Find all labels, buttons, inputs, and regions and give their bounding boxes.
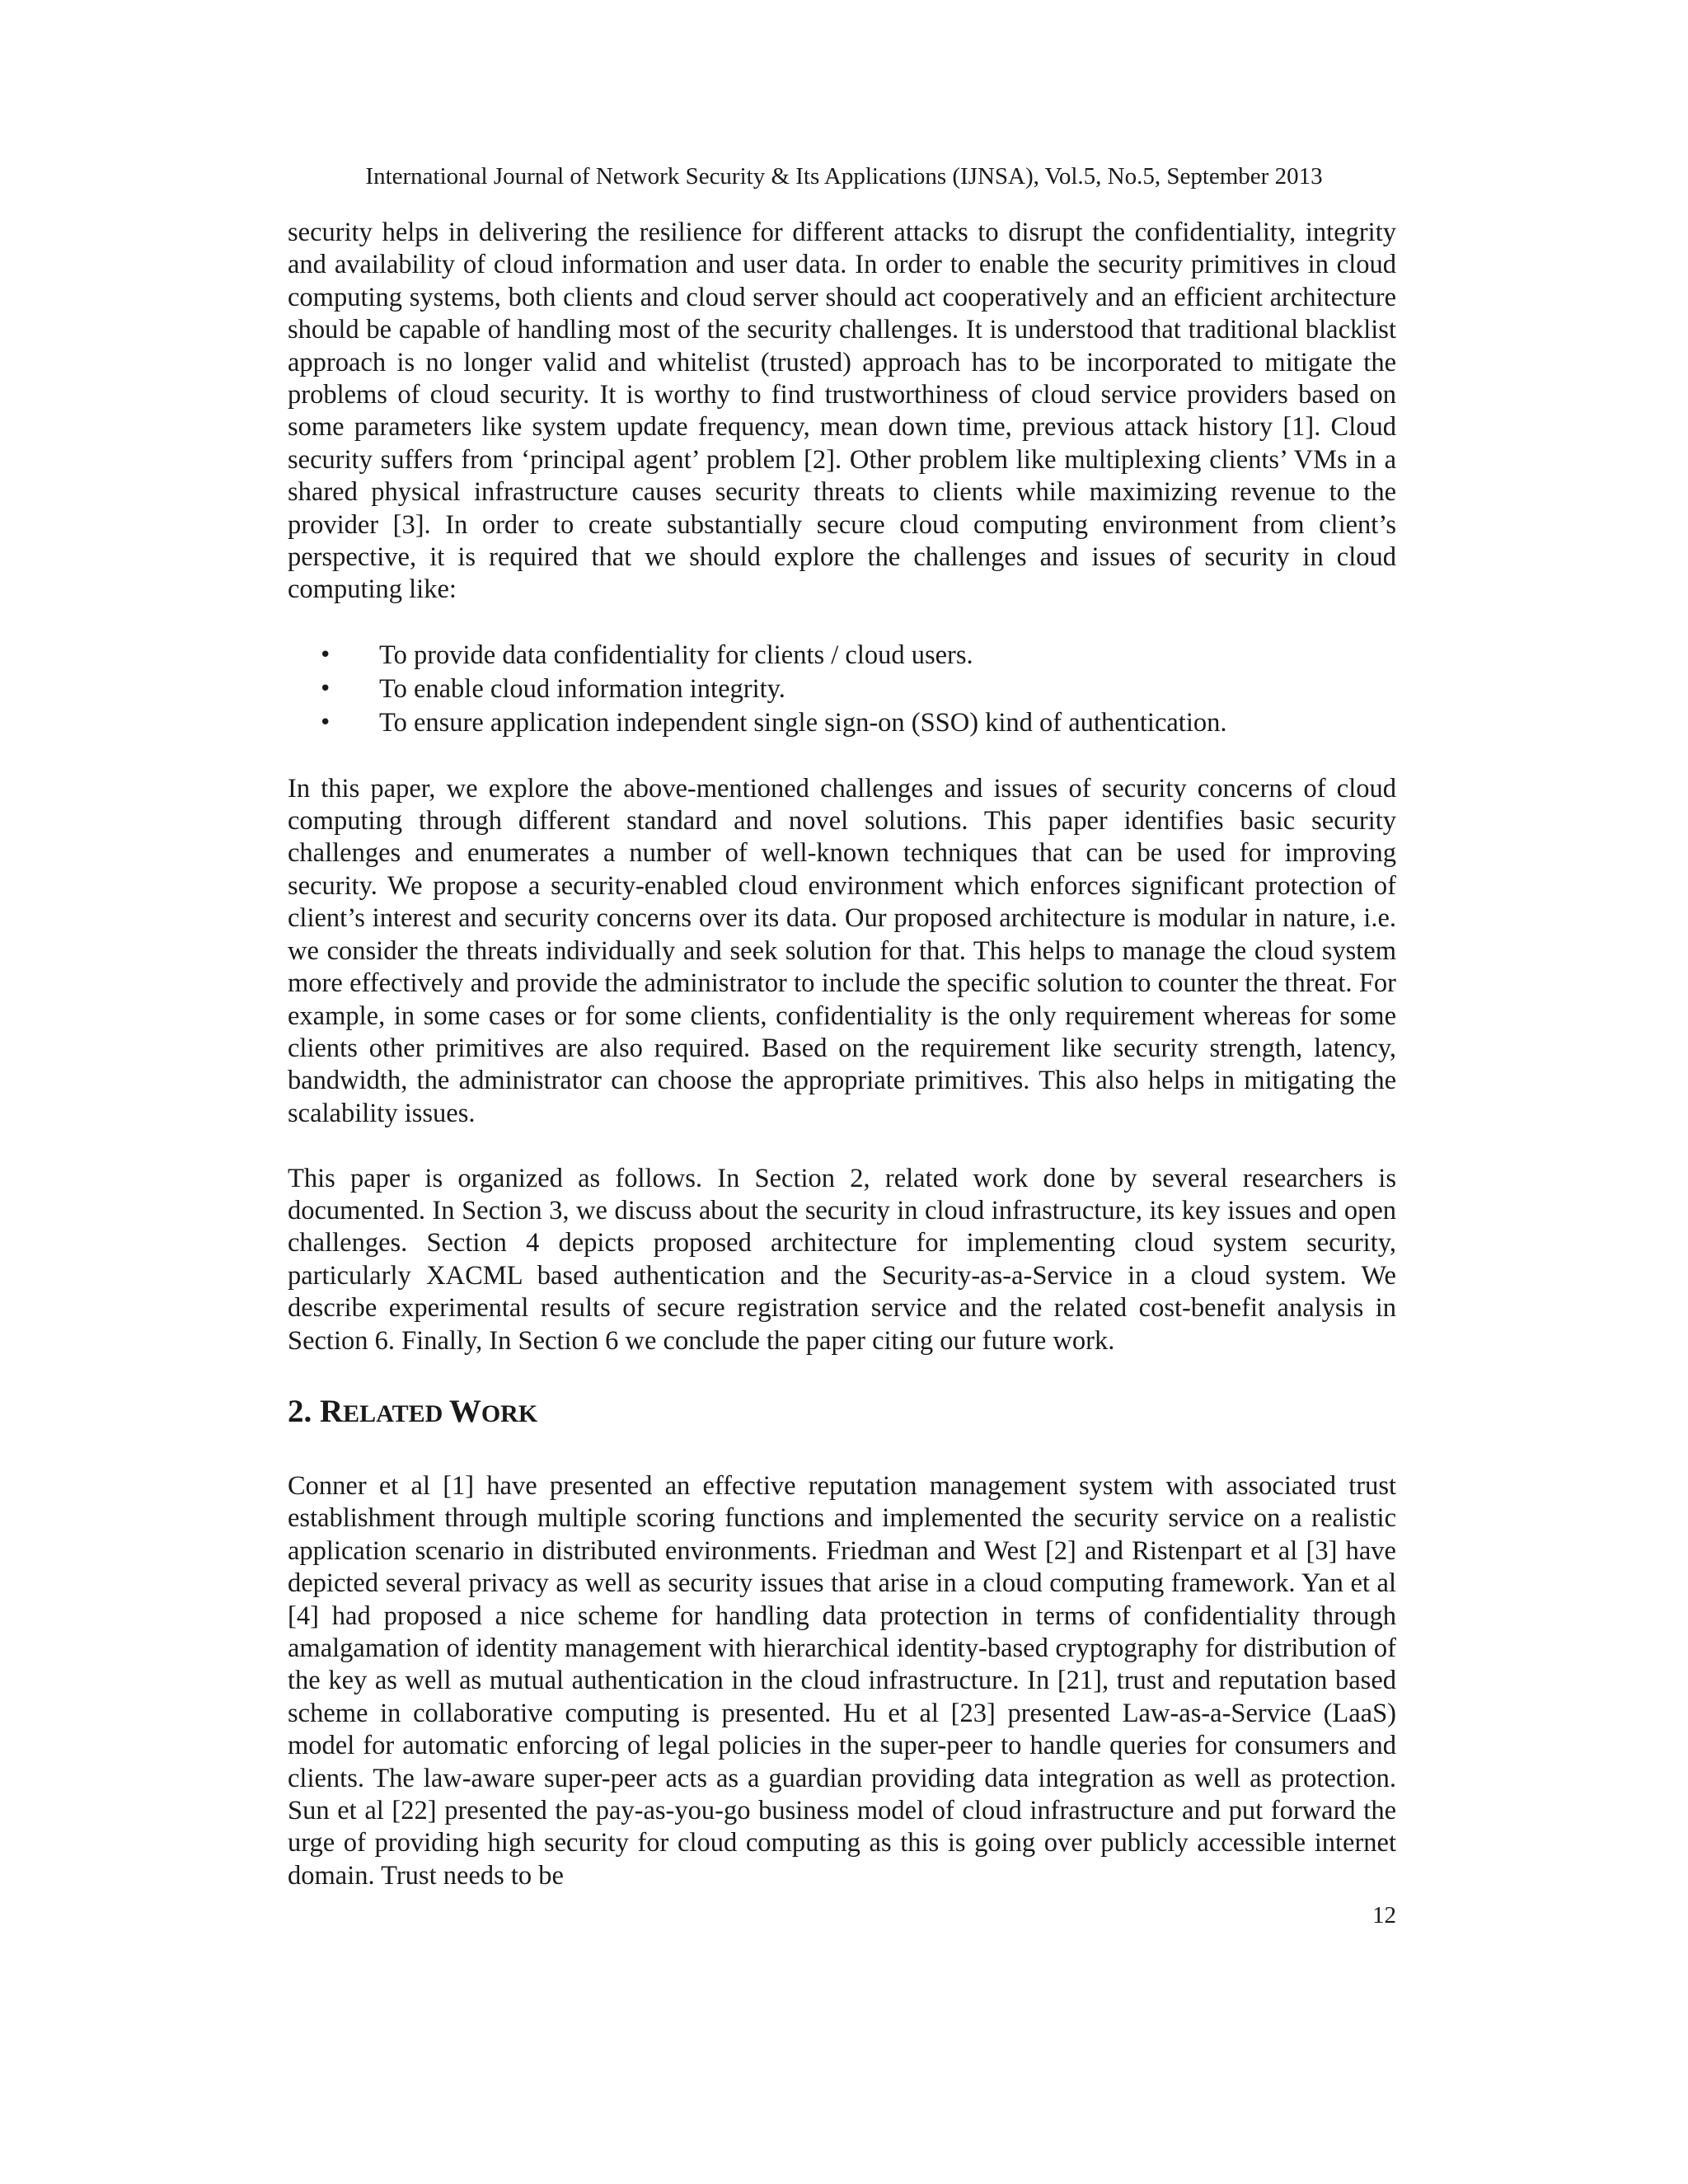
section-gap [288,1434,1396,1470]
section-gap [288,1357,1396,1392]
list-item [288,706,1396,740]
heading-word2-rest: ORK [481,1399,538,1427]
list-item [288,673,1396,706]
list-item-text: To ensure application independent single sign-on (SSO) kind of authentication. [379,708,1227,738]
bullet-icon: • [319,643,332,668]
heading-number-initial: 2. R [288,1393,344,1429]
paragraph-organization: This paper is organized as follows. In Section 2, related work done by several researchers is documented. In Section 3, we discuss about the security in cloud infrastructure, its key issues and open challenges. Section 4 depicts proposed architecture for implementing cloud system security, particularly XACML based authentication and the Security-as-a-Service in a cloud system. We describe experimental results of secure registration service and the related cost-benefit analysis in Section 6. Finally, In Section 6 we conclude the paper citing our future work. [288,1163,1396,1356]
list-item-text: To provide data confidentiality for clients / cloud users. [379,640,973,671]
heading-word1-rest: ELATED [343,1399,449,1427]
security-goals-list [288,639,1396,740]
paragraph-gap [288,607,1396,639]
list-item [288,639,1396,673]
paragraph-intro-continued: security helps in delivering the resilience for different attacks to disrupt the confidentiality, integrity and availability of cloud information and user data. In order to enable the security primitives in cloud computing systems, both clients and cloud server should act cooperatively and an efficient architecture should be capable of handling most of the security challenges. It is understood that traditional blacklist approach is no longer valid and whitelist (trusted) approach has to be incorporated to mitigate the problems of cloud security. It is worthy to find trustworthiness of cloud service providers based on some parameters like system update frequency, mean down time, previous attack history [1]. Cloud security suffers from ‘principal agent’ problem [2]. Other problem like multiplexing clients’ VMs in a shared physical infrastructure causes security threats to clients while maximizing revenue to the provider [3]. In order to create substantially secure cloud computing environment from client’s perspective, it is required that we should explore the challenges and issues of security in cloud computing like: [288,218,1396,605]
bullet-icon: • [319,710,332,736]
list-item-text: To enable cloud information integrity. [379,674,785,705]
paragraph-gap [288,1130,1396,1162]
paragraph-related-work: Conner et al [1] have presented an effective reputation management system with associated trust establishment through multiple scoring functions and implemented the security service on a realistic application scenario in distributed environments. Friedman and West [2] and Ristenpart et al [3] have depicted several privacy as well as security issues that arise in a cloud computing framework. Yan et al [4] had proposed a nice scheme for handling data protection in terms of confidentiality through amalgamation of identity management with hierarchical identity-based cryptography for distribution of the key as well as mutual authentication in the cloud infrastructure. In [21], trust and reputation based scheme in collaborative computing is presented. Hu et al [23] presented Law-as-a-Service (LaaS) model for automatic enforcing of legal policies in the super-peer to handle queries for consumers and clients. The law-aware super-peer acts as a guardian providing data integration as well as protection. Sun et al [22] presented the pay-as-you-go business model of cloud infrastructure and put forward the urge of providing high security for cloud computing as this is going over publicly accessible internet domain. Trust needs to be [288,1470,1396,1891]
bullet-icon: • [319,677,332,702]
paragraph-contributions: In this paper, we explore the above-mentioned challenges and issues of security concerns of cloud computing through different standard and novel solutions. This paper identifies basic security challenges and enumerates a number of well-known techniques that can be used for improving security. We propose a security-enabled cloud environment which enforces significant protection of client’s interest and security concerns over its data. Our proposed architecture is modular in nature, i.e. we consider the threats individually and seek solution for that. This helps to manage the cloud system more effectively and provide the administrator to include the specific solution to counter the threat. For example, in some cases or for some clients, confidentiality is the only requirement whereas for some clients other primitives are also required. Based on the requirement like security strength, latency, bandwidth, the administrator can choose the appropriate primitives. This also helps in mitigating the scalability issues. [288,773,1396,1128]
heading-word2-initial: W [448,1393,481,1429]
section-heading-related-work [288,1392,1396,1434]
paragraph-gap [288,740,1396,772]
running-header: International Journal of Network Security & Its Applications (IJNSA), Vol.5, No.5, September 2013 [365,163,1323,190]
page-body [288,217,1396,1892]
page-number: 12 [1372,1902,1396,1929]
